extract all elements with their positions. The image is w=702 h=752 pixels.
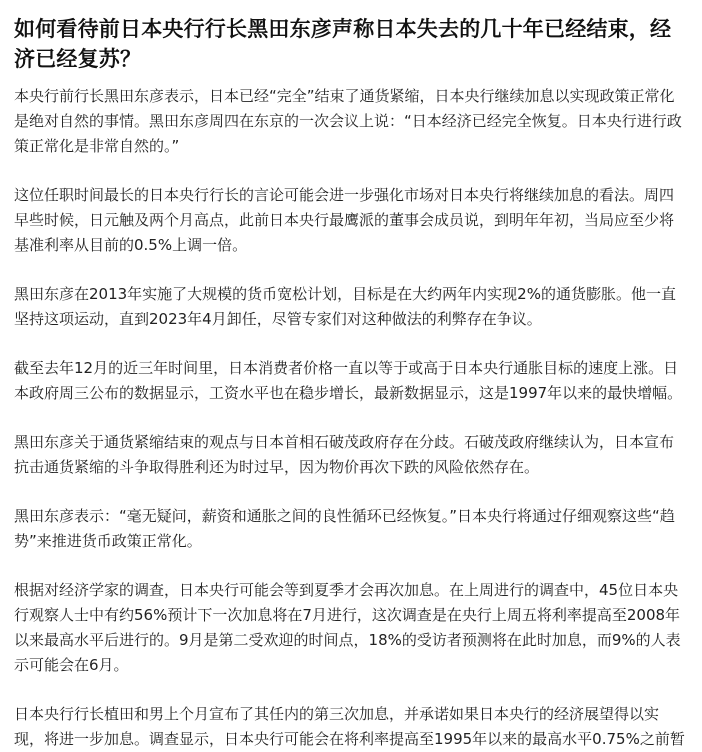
article-paragraph: 黑田东彦表示：“毫无疑问，薪资和通胀之间的良性循环已经恢复。”日本央行将通过仔细观察这些“趋势”来推进货币政策正常化。: [14, 507, 675, 550]
article-paragraph: 根据对经济学家的调查，日本央行可能会等到夏季才会再次加息。在上周进行的调查中，45位日本央行观察人士中有约56%预计下一次加息将在7月进行，这次调查是在央行上周五将利率提高至2008年以来最高水平后进行的。9月是第二受欢迎的时间点，18%的受访者预测将在此时加息，而9%的人表示可能会在6月。: [14, 581, 681, 674]
article-paragraph: 日本央行行长植田和男上个月宣布了其任内的第三次加息，并承诺如果日本央行的经济展望得以实现，将进一步加息。调查显示，日本央行可能会在将利率提高至1995年以来的最高水平0.75%之前暂: [14, 705, 685, 748]
article-paragraph: 本央行前行长黑田东彦表示，日本已经“完全”结束了通货紧缩，日本央行继续加息以实现政策正常化是绝对自然的事情。黑田东彦周四在东京的一次会议上说：“日本经济已经完全恢复。日本央行进行政策正常化是非常自然的。”: [14, 87, 682, 155]
article-body: [14, 84, 688, 752]
article-title: 如何看待前日本央行行长黑田东彦声称日本失去的几十年已经结束，经济已经复苏？: [14, 17, 672, 71]
article-paragraph: 黑田东彦在2013年实施了大规模的货币宽松计划，目标是在大约两年内实现2%的通货膨胀。他一直坚持这项运动，直到2023年4月卸任，尽管专家们对这种做法的利弊存在争议。: [14, 285, 676, 328]
article-paragraph: 截至去年12月的近三年时间里，日本消费者价格一直以等于或高于日本央行通胀目标的速度上涨。日本政府周三公布的数据显示，工资水平也在稳步增长，最新数据显示，这是1997年以来的最快增幅。: [14, 359, 683, 402]
article-paragraph: 这位任职时间最长的日本央行行长的言论可能会进一步强化市场对日本央行将继续加息的看法。周四早些时候，日元触及两个月高点，此前日本央行最鹰派的董事会成员说，到明年年初，当局应至少将基准利率从目前的0.5%上调一倍。: [14, 186, 675, 254]
article-paragraph: 黑田东彦关于通货紧缩结束的观点与日本首相石破茂政府存在分歧。石破茂政府继续认为，日本宣布抗击通货紧缩的斗争取得胜利还为时过早，因为物价再次下跌的风险依然存在。: [14, 433, 675, 476]
